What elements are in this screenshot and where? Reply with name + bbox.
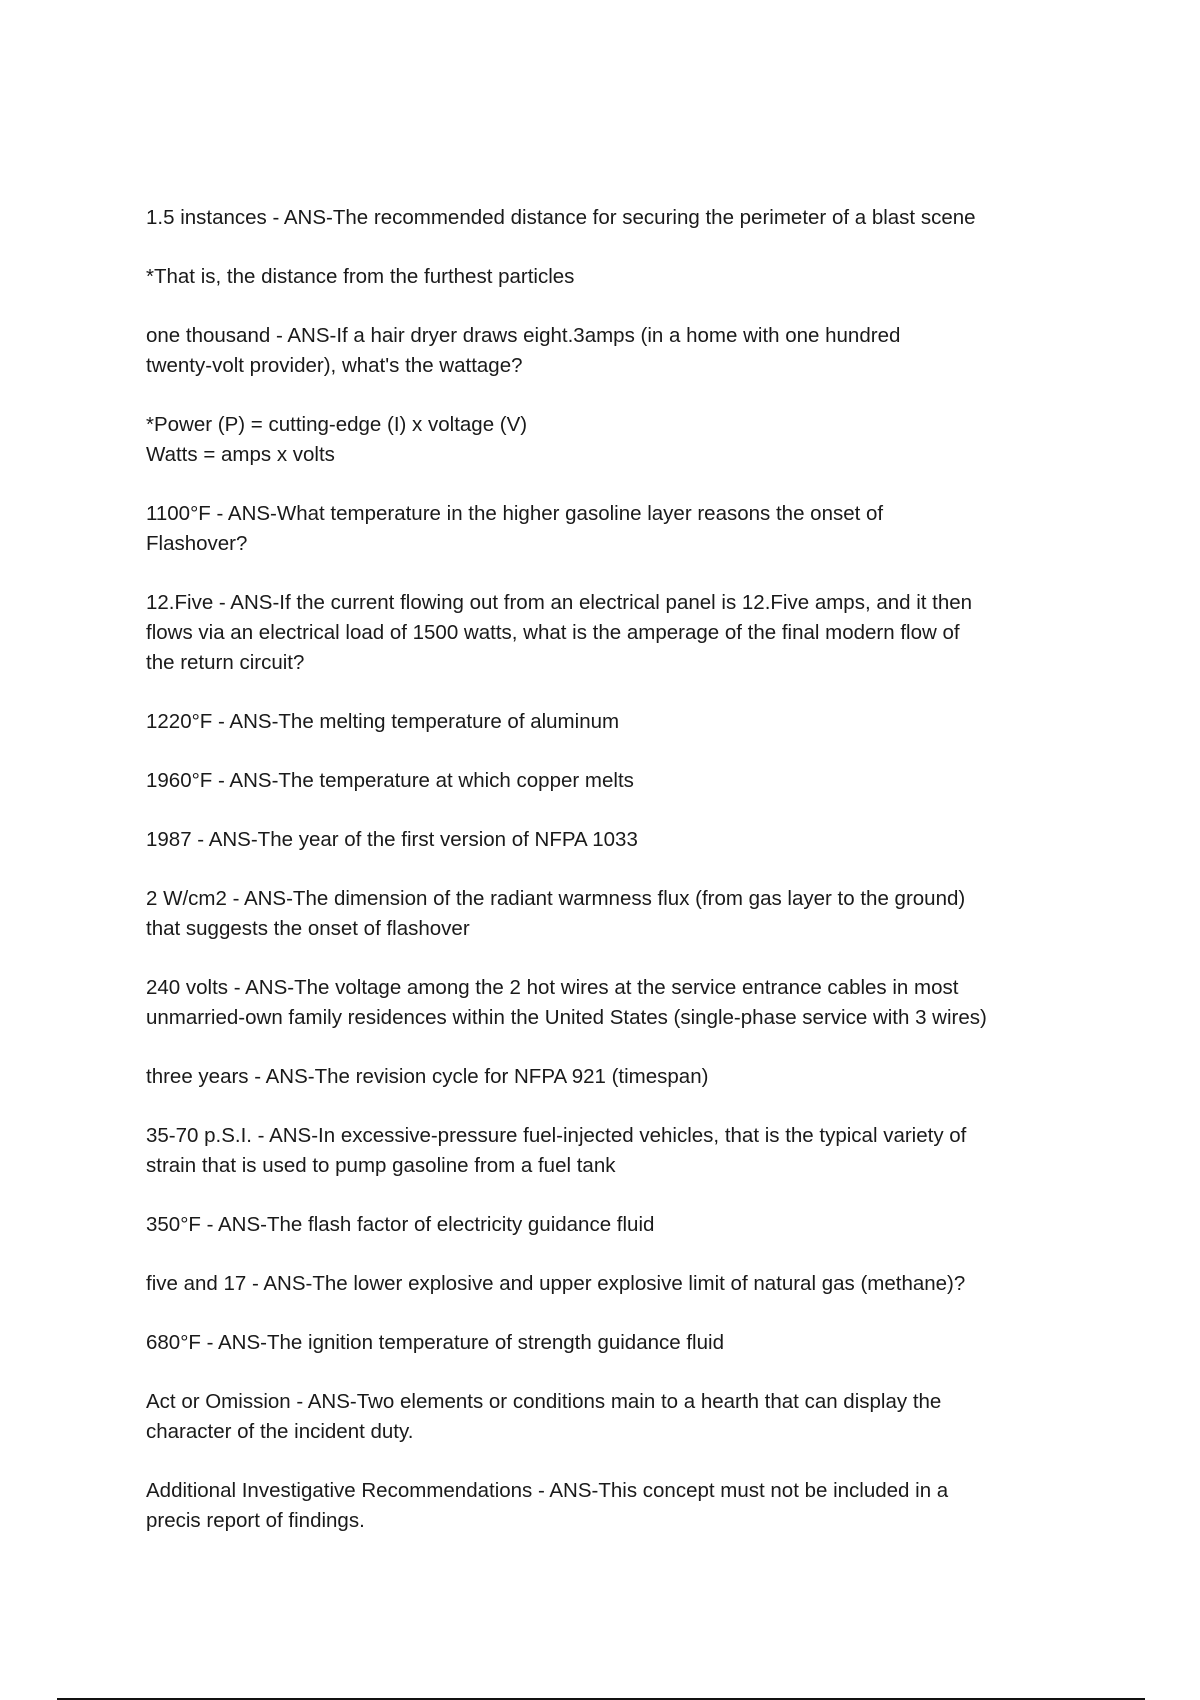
paragraph	[146, 1328, 1076, 1358]
paragraph	[146, 1387, 1076, 1447]
text-line: twenty-volt provider), what's the wattage?	[146, 354, 523, 377]
text-line: Flashover?	[146, 532, 248, 555]
paragraph	[146, 1121, 1076, 1181]
text-line: precis report of findings.	[146, 1509, 365, 1532]
text-line: that suggests the onset of flashover	[146, 917, 470, 940]
text-line: 1220°F - ANS-The melting temperature of aluminum	[146, 710, 620, 733]
text-line: 1.5 instances - ANS-The recommended distance for securing the perimeter of a blast scene	[146, 206, 976, 229]
paragraph	[146, 1062, 1076, 1092]
text-line: flows via an electrical load of 1500 watts, what is the amperage of the final modern flow of	[146, 621, 960, 644]
text-line: 35-70 p.S.I. - ANS-In excessive-pressure fuel-injected vehicles, that is the typical variety of	[146, 1124, 967, 1147]
text-line: Watts = amps x volts	[146, 443, 335, 466]
text-line: three years - ANS-The revision cycle for NFPA 921 (timespan)	[146, 1065, 709, 1088]
paragraph	[146, 1210, 1076, 1240]
text-line: 350°F - ANS-The flash factor of electricity guidance fluid	[146, 1213, 655, 1236]
paragraph	[146, 321, 1076, 381]
paragraph	[146, 203, 1076, 233]
text-line: Additional Investigative Recommendations - ANS-This concept must not be included in a	[146, 1479, 949, 1502]
paragraph	[146, 499, 1076, 559]
text-line: one thousand - ANS-If a hair dryer draws eight.3amps (in a home with one hundred	[146, 324, 901, 347]
text-line: 12.Five - ANS-If the current flowing out from an electrical panel is 12.Five amps, and it then	[146, 591, 973, 614]
paragraph	[146, 707, 1076, 737]
paragraph	[146, 1476, 1076, 1536]
text-line: 1987 - ANS-The year of the first version of NFPA 1033	[146, 828, 638, 851]
text-line: strain that is used to pump gasoline from a fuel tank	[146, 1154, 616, 1177]
text-line: 240 volts - ANS-The voltage among the 2 hot wires at the service entrance cables in most	[146, 976, 959, 999]
text-line: the return circuit?	[146, 651, 305, 674]
text-line: 1960°F - ANS-The temperature at which copper melts	[146, 769, 634, 792]
paragraph	[146, 262, 1076, 292]
text-line: 680°F - ANS-The ignition temperature of strength guidance fluid	[146, 1331, 724, 1354]
text-line: 2 W/cm2 - ANS-The dimension of the radiant warmness flux (from gas layer to the ground)	[146, 887, 966, 910]
paragraph	[146, 766, 1076, 796]
paragraph	[146, 1269, 1076, 1299]
text-line: character of the incident duty.	[146, 1420, 414, 1443]
text-line: *That is, the distance from the furthest particles	[146, 265, 575, 288]
document-body	[146, 203, 1076, 1565]
text-line: unmarried-own family residences within the United States (single-phase service with 3 wires)	[146, 1006, 987, 1029]
text-line: Act or Omission - ANS-Two elements or conditions main to a hearth that can display the	[146, 1390, 942, 1413]
text-line: 1100°F - ANS-What temperature in the higher gasoline layer reasons the onset of	[146, 502, 884, 525]
text-line: *Power (P) = cutting-edge (I) x voltage (V)	[146, 413, 528, 436]
paragraph	[146, 410, 1076, 470]
text-line: five and 17 - ANS-The lower explosive and upper explosive limit of natural gas (methane)?	[146, 1272, 966, 1295]
paragraph	[146, 884, 1076, 944]
paragraph	[146, 588, 1076, 678]
paragraph	[146, 825, 1076, 855]
paragraph	[146, 973, 1076, 1033]
